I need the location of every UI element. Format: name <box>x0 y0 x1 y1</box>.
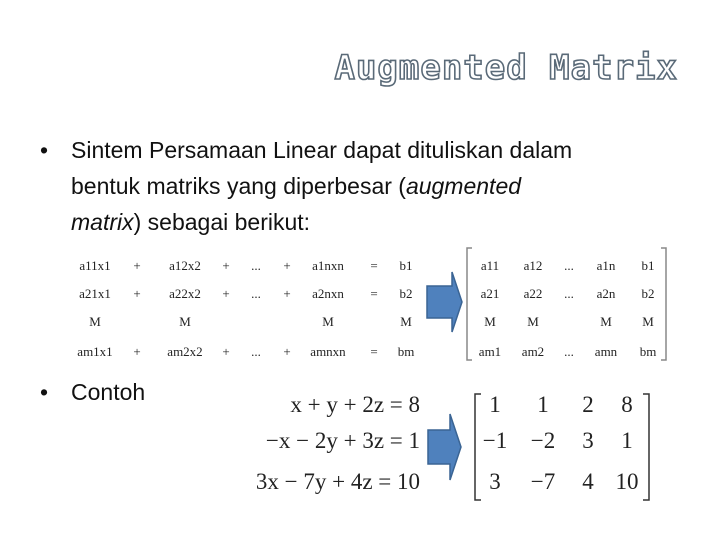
matrix-entry: b2 <box>641 286 655 301</box>
example-matrix-entry: −7 <box>530 469 556 494</box>
general-augmented-matrix <box>479 258 657 359</box>
example-matrix-entry: 10 <box>615 469 639 494</box>
matrix-entry: bm <box>639 344 657 359</box>
bullet-line-2: bentuk matriks yang diperbesar (augmented <box>71 173 522 199</box>
system-term: bm <box>397 344 415 359</box>
bullet-line-3: matrix) sebagai berikut: <box>71 209 311 235</box>
example-linear-system <box>256 392 420 494</box>
bullet-line-1: Sintem Persamaan Linear dapat dituliskan dalam <box>71 137 573 163</box>
system-term: = <box>370 344 378 359</box>
example-matrix-entry: −1 <box>482 428 508 453</box>
system-term: + <box>222 258 230 273</box>
example-matrix-entry: 2 <box>582 392 594 417</box>
matrix-entry: ... <box>564 258 574 273</box>
system-term: = <box>370 258 378 273</box>
system-term: am1x1 <box>77 344 113 359</box>
example-equation: x + y + 2z = 8 <box>290 392 420 417</box>
matrix-entry: ... <box>564 344 574 359</box>
example-matrix-entry: 4 <box>582 469 594 494</box>
system-term: a1nxn <box>312 258 344 273</box>
right-arrow-icon <box>427 272 462 332</box>
system-term: M <box>89 314 101 329</box>
system-term: M <box>400 314 412 329</box>
system-term: ... <box>251 286 261 301</box>
matrix-entry: amn <box>594 344 618 359</box>
system-term: am2x2 <box>167 344 203 359</box>
matrix-entry: a2n <box>596 286 616 301</box>
system-term: a11x1 <box>79 258 111 273</box>
matrix-entry: b1 <box>641 258 655 273</box>
system-term: M <box>179 314 191 329</box>
example-matrix-entry: 1 <box>537 392 549 417</box>
example-matrix-entry: 3 <box>582 428 594 453</box>
example-matrix-entry: 1 <box>489 392 501 417</box>
matrix-entry: a22 <box>523 286 543 301</box>
system-term: + <box>283 258 291 273</box>
system-term: + <box>222 344 230 359</box>
matrix-entry: a1n <box>596 258 616 273</box>
matrix-entry: a12 <box>523 258 543 273</box>
example-equation: 3x − 7y + 4z = 10 <box>255 469 420 494</box>
example-matrix-entry: 3 <box>489 469 501 494</box>
system-term: a2nxn <box>312 286 344 301</box>
matrix-entry: a11 <box>480 258 500 273</box>
matrix-entry: M <box>527 314 539 329</box>
matrix-entry: M <box>642 314 654 329</box>
example-augmented-matrix <box>483 392 639 494</box>
bullet-dot: • <box>40 137 49 163</box>
matrix-entry: M <box>600 314 612 329</box>
system-term: amnxn <box>310 344 346 359</box>
example-matrix-entry: 8 <box>621 392 633 417</box>
example-matrix-entry: −2 <box>530 428 556 453</box>
system-term: + <box>283 344 291 359</box>
example-matrix-entry: 1 <box>621 428 633 453</box>
matrix-entry: am1 <box>478 344 502 359</box>
bullet-dot: • <box>40 379 49 405</box>
system-term: a12x2 <box>169 258 201 273</box>
system-term: + <box>133 258 141 273</box>
bullet-contoh-label: Contoh <box>71 379 146 405</box>
system-term: b2 <box>399 286 413 301</box>
matrix-entry: a21 <box>480 286 500 301</box>
page-title: Augmented Matrix <box>334 48 678 88</box>
system-term: M <box>322 314 334 329</box>
example-equation: −x − 2y + 3z = 1 <box>265 428 420 453</box>
system-term: ... <box>251 344 261 359</box>
system-term: = <box>370 286 378 301</box>
system-term: a21x1 <box>79 286 111 301</box>
matrix-entry: M <box>484 314 496 329</box>
system-term: + <box>222 286 230 301</box>
system-term: ... <box>251 258 261 273</box>
right-arrow-icon <box>428 414 461 480</box>
general-linear-system <box>77 258 414 359</box>
system-term: b1 <box>399 258 413 273</box>
system-term: + <box>283 286 291 301</box>
system-term: a22x2 <box>169 286 201 301</box>
system-term: + <box>133 286 141 301</box>
matrix-entry: ... <box>564 286 574 301</box>
matrix-entry: am2 <box>521 344 545 359</box>
system-term: + <box>133 344 141 359</box>
